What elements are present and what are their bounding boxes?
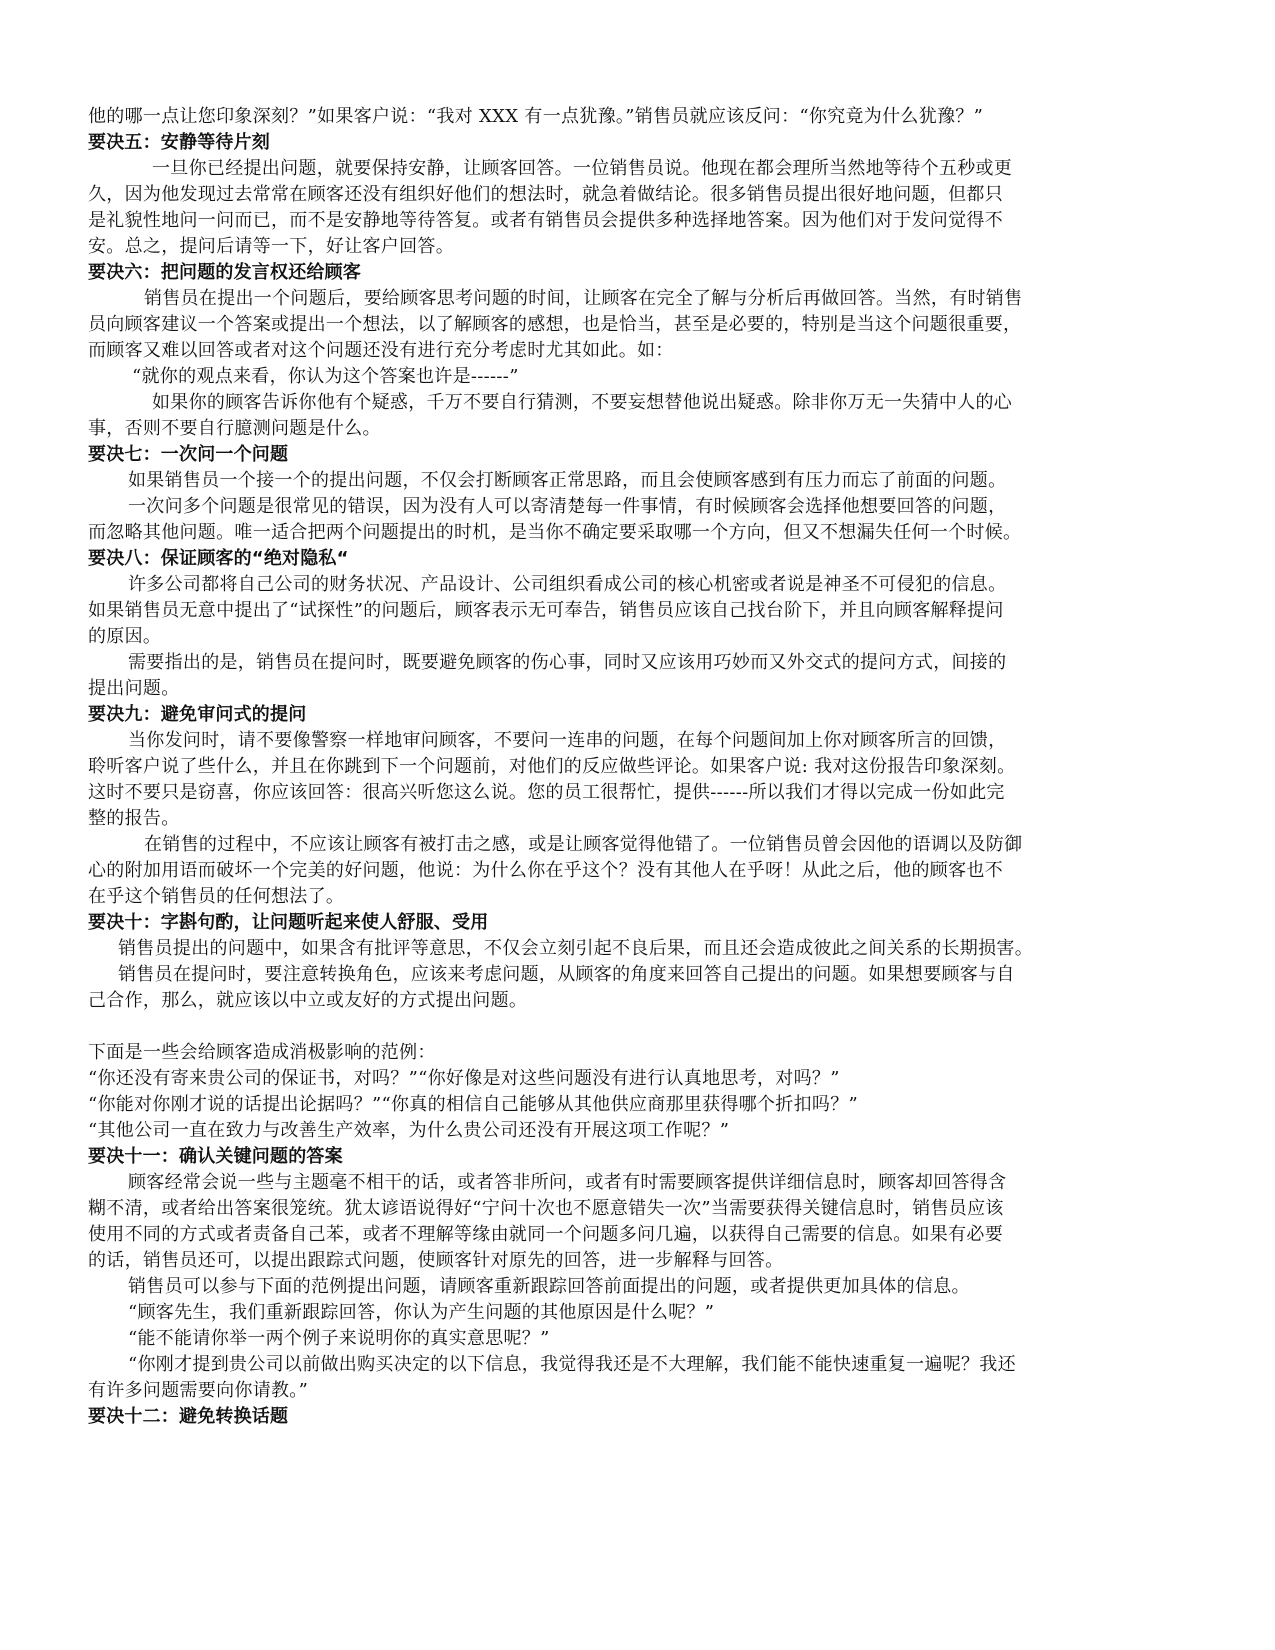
section-heading: 要决六：把问题的发言权还给顾客 bbox=[88, 262, 361, 283]
section-heading: 要决十：字斟句酌，让问题听起来使人舒服、受用 bbox=[88, 912, 489, 933]
paragraph-line: 员向顾客建议一个答案或提出一个想法，以了解顾客的感想，也是恰当，甚至是必要的，特别是当这个问题很重要， bbox=[88, 314, 1022, 335]
paragraph-line: 顾客经常会说一些与主题毫不相干的话，或者答非所问，或者有时需要顾客提供详细信息时，顾客却回答得含 bbox=[128, 1172, 1007, 1193]
paragraph-line: 一次问多个问题是很常见的错误，因为没有人可以寄清楚每一件事情，有时候顾客会选择他想要回答的问题， bbox=[128, 496, 1007, 517]
paragraph-line: 有许多问题需要向你请教。” bbox=[88, 1380, 309, 1401]
paragraph-line: “你刚才提到贵公司以前做出购买决定的以下信息，我觉得我还是不大理解，我们能不能快速重复一遍呢？我还 bbox=[128, 1354, 1016, 1375]
paragraph-line: “就你的观点来看，你认为这个答案也许是------” bbox=[132, 366, 519, 387]
paragraph-line: 使用不同的方式或者责备自己苯，或者不理解等缘由就同一个问题多问几遍，以获得自己需要的信息。如果有必要 bbox=[88, 1224, 1003, 1245]
paragraph-line: 聆听客户说了些什么，并且在你跳到下一个问题前，对他们的反应做些评论。如果客户说: 我对这份报告印象深刻。 bbox=[88, 756, 1016, 777]
section-heading: 要决九：避免审问式的提问 bbox=[88, 704, 307, 725]
section-heading: 要决八：保证顾客的“绝对隐私“ bbox=[88, 548, 349, 569]
paragraph-line: 事，否则不要自行臆测问题是什么。 bbox=[88, 418, 381, 439]
section-heading: 要决七：一次问一个问题 bbox=[88, 444, 289, 465]
section-heading: 要决十一：确认关键问题的答案 bbox=[88, 1146, 343, 1167]
document-body bbox=[88, 104, 1198, 1430]
paragraph-line: 如果你的顾客告诉你他有个疑惑，千万不要自行猜测，不要妄想替他说出疑惑。除非你万无一失猜中人的心 bbox=[152, 392, 1013, 413]
section-heading: 要决十二：避免转换话题 bbox=[88, 1406, 289, 1427]
paragraph-line: 如果销售员一个接一个的提出问题，不仅会打断顾客正常思路，而且会使顾客感到有压力而忘了前面的问题。 bbox=[128, 470, 1007, 491]
paragraph-line: “能不能请你举一两个例子来说明你的真实意思呢？” bbox=[128, 1328, 550, 1349]
section-heading: 要决五：安静等待片刻 bbox=[88, 132, 270, 153]
paragraph-line: 心的附加用语而破坏一个完美的好问题，他说：为什么你在乎这个？没有其他人在乎呀！从此之后，他的顾客也不 bbox=[88, 860, 1003, 881]
paragraph-line: 而忽略其他问题。唯一适合把两个问题提出的时机，是当你不确定要采取哪一个方向，但又不想漏失任何一个时候。 bbox=[88, 522, 1022, 543]
paragraph-line: “你还没有寄来贵公司的保证书，对吗？”“你好像是对这些问题没有进行认真地思考，对吗？” bbox=[88, 1068, 840, 1089]
paragraph-line: 销售员在提出一个问题后，要给顾客思考问题的时间，让顾客在完全了解与分析后再做回答。当然，有时销售 bbox=[144, 288, 1023, 309]
paragraph-line: “你能对你刚才说的话提出论据吗？”“你真的相信自己能够从其他供应商那里获得哪个折扣吗？” bbox=[88, 1094, 859, 1115]
paragraph-line: 需要指出的是，销售员在提问时，既要避免顾客的伤心事，同时又应该用巧妙而又外交式的提问方式，间接的 bbox=[128, 652, 1007, 673]
paragraph-line: 的原因。 bbox=[88, 626, 162, 647]
paragraph-line: 销售员提出的问题中，如果含有批评等意思，不仅会立刻引起不良后果，而且还会造成彼此之间关系的长期损害。 bbox=[118, 938, 1033, 959]
paragraph-line: 许多公司都将自己公司的财务状况、产品设计、公司组织看成公司的核心机密或者说是神圣不可侵犯的信息。 bbox=[128, 574, 1007, 595]
paragraph-line: 他的哪一点让您印象深刻？”如果客户说：“我对 XXX 有一点犹豫。”销售员就应该反问：“你究竟为什么犹豫？” bbox=[88, 106, 984, 127]
blank-line bbox=[88, 1014, 1198, 1040]
paragraph-line: 的话，销售员还可，以提出跟踪式问题，使顾客针对原先的回答，进一步解释与回答。 bbox=[88, 1250, 784, 1271]
paragraph-line: 提出问题。 bbox=[88, 678, 180, 699]
paragraph-line: 整的报告。 bbox=[88, 808, 180, 829]
paragraph-line: 当你发问时，请不要像警察一样地审问顾客，不要问一连串的问题，在每个问题间加上你对顾客所言的回馈， bbox=[128, 730, 1007, 751]
paragraph-line: 如果销售员无意中提出了“试探性”的问题后，顾客表示无可奉告，销售员应该自己找台阶下，并且向顾客解释提问 bbox=[88, 600, 1004, 621]
paragraph-line: 在销售的过程中，不应该让顾客有被打击之感，或是让顾客觉得他错了。一位销售员曾会因他的语调以及防御 bbox=[144, 834, 1023, 855]
paragraph-line: “其他公司一直在致力与改善生产效率，为什么贵公司还没有开展这项工作呢？” bbox=[88, 1120, 730, 1141]
paragraph-line: 而顾客又难以回答或者对这个问题还没有进行充分考虑时尤其如此。如： bbox=[88, 340, 674, 361]
paragraph-line: 下面是一些会给顾客造成消极影响的范例： bbox=[88, 1042, 436, 1063]
paragraph-line: 糊不清，或者给出答案很笼统。犹太谚语说得好“宁问十次也不愿意错失一次”当需要获得关键信息时，销售员应该 bbox=[88, 1198, 1004, 1219]
paragraph-line: 一旦你已经提出问题，就要保持安静，让顾客回答。一位销售员说。他现在都会理所当然地等待个五秒或更 bbox=[152, 158, 1013, 179]
paragraph-line: 在乎这个销售员的任何想法了。 bbox=[88, 886, 345, 907]
paragraph-line: 己合作，那么，就应该以中立或友好的方式提出问题。 bbox=[88, 990, 528, 1011]
paragraph-line: 销售员在提问时，要注意转换角色，应该来考虑问题，从顾客的角度来回答自己提出的问题。如果想要顾客与自 bbox=[118, 964, 1015, 985]
paragraph-line: 这时不要只是窃喜，你应该回答：很高兴听您这么说。您的员工很帮忙，提供------所以我们才得以完成一份如此完 bbox=[88, 782, 1005, 803]
paragraph-line: “顾客先生，我们重新跟踪回答，你认为产生问题的其他原因是什么呢？” bbox=[128, 1302, 715, 1323]
paragraph-line: 销售员可以参与下面的范例提出问题，请顾客重新跟踪回答前面提出的问题，或者提供更加具体的信息。 bbox=[128, 1276, 970, 1297]
paragraph-line: 久，因为他发现过去常常在顾客还没有组织好他们的想法时，就急着做结论。很多销售员提出很好地问题，但都只 bbox=[88, 184, 1003, 205]
paragraph-line: 安。总之，提问后请等一下，好让客户回答。 bbox=[88, 236, 454, 257]
paragraph-line: 是礼貌性地问一问而已，而不是安静地等待答复。或者有销售员会提供多种选择地答案。因为他们对于发问觉得不 bbox=[88, 210, 1003, 231]
